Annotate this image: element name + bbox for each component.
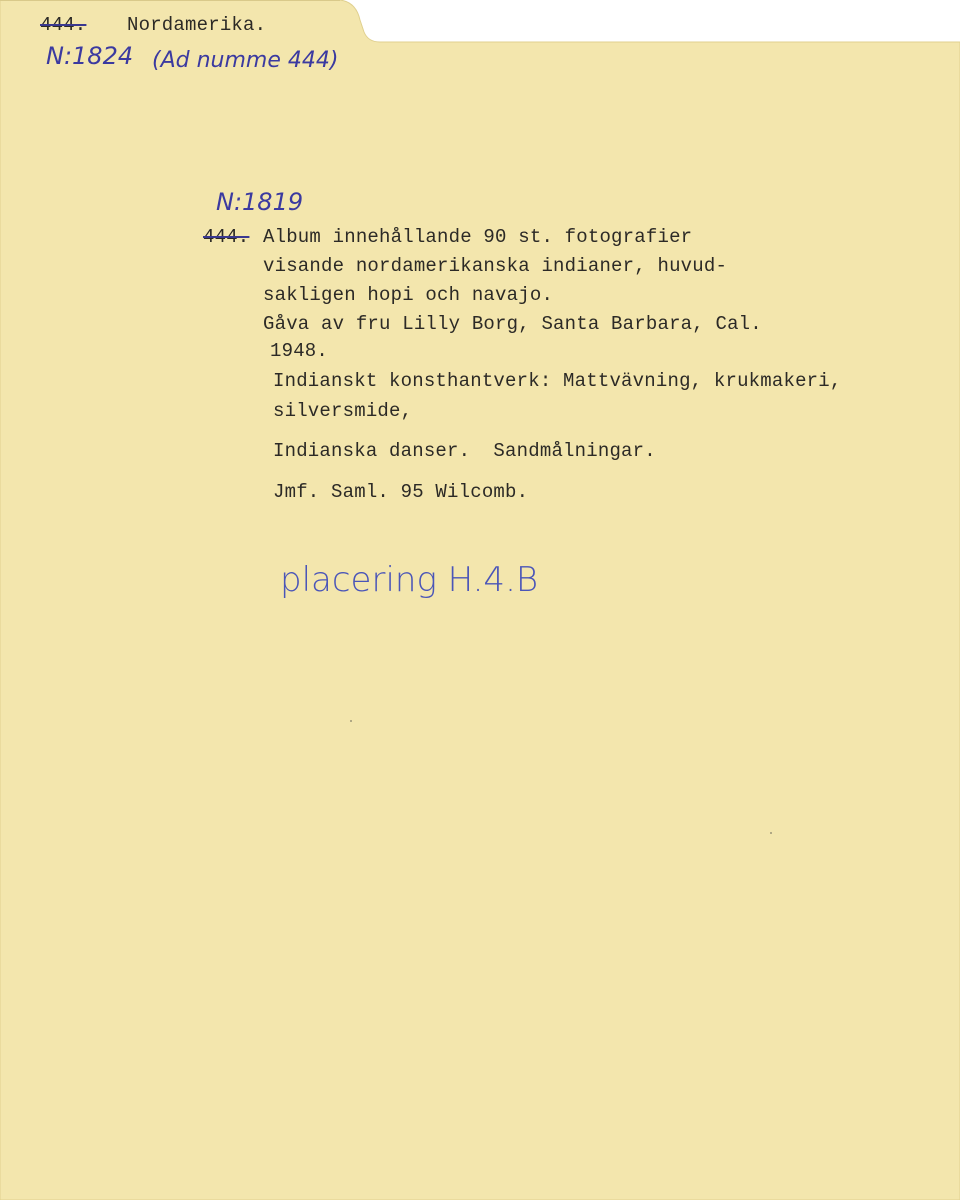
header-handwritten-number: N:1824 — [46, 42, 134, 70]
entry-note: silversmide, — [273, 400, 413, 422]
entry-note: Indianska danser. Sandmålningar. — [273, 440, 656, 462]
paper-speck — [770, 832, 772, 834]
entry-line: 1948. — [270, 340, 329, 362]
entry-note: Jmf. Saml. 95 Wilcomb. — [273, 481, 529, 503]
entry-handwritten-number: N:1819 — [216, 188, 304, 216]
renumber-note: (Ad numme 444) — [152, 48, 339, 73]
entry-line: visande nordamerikanska indianer, huvud- — [263, 255, 728, 277]
entry-line: sakligen hopi och navajo. — [263, 284, 554, 306]
entry-line: Gåva av fru Lilly Borg, Santa Barbara, Cal. — [263, 313, 762, 335]
entry-old-number: 444. — [203, 226, 250, 248]
entry-line: Album innehållande 90 st. fotografier — [263, 226, 693, 248]
header-old-number: 444. — [40, 14, 87, 36]
paper-speck — [350, 720, 352, 722]
header-region: Nordamerika. — [127, 14, 267, 36]
entry-note: Indianskt konsthantverk: Mattvävning, krukmakeri, — [273, 370, 842, 392]
placement-note: placering H.4.B — [280, 560, 539, 600]
